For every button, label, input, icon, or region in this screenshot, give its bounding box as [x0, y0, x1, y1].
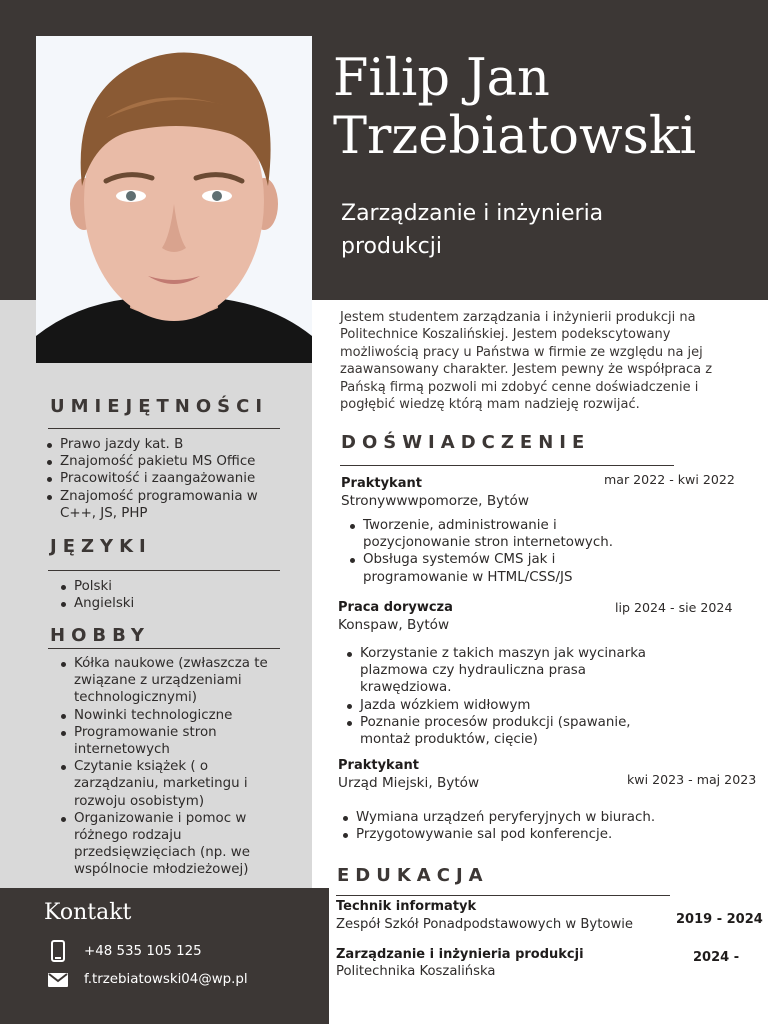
skill-item: Pracowitość i zaangażowanie: [44, 470, 284, 487]
job-duty-item: Wymiana urządzeń peryferyjnych w biurach.: [340, 809, 680, 826]
languages-divider: [48, 570, 280, 571]
name-last-line: Trzebiatowski: [333, 107, 697, 166]
education-years: 2019 - 2024: [676, 912, 763, 927]
contact-heading: Kontakt: [44, 900, 132, 925]
language-item: Angielski: [58, 595, 278, 612]
job-title: Praktykant: [338, 758, 419, 773]
hobby-heading: HOBBY: [50, 625, 150, 646]
hobby-item: Nowinki technologiczne: [58, 707, 280, 724]
skills-divider: [48, 428, 280, 429]
job-duty-item: Korzystanie z takich maszyn jak wycinarka plazmowa czy hydrauliczna prasa krawędziowa.: [344, 645, 662, 697]
job-dates: lip 2024 - sie 2024: [615, 600, 733, 615]
skills-list: [44, 436, 284, 522]
job-company: Stronywwwpomorze, Bytów: [341, 493, 529, 509]
skill-item: Znajomość pakietu MS Office: [44, 453, 284, 470]
hobby-item: Programowanie stron internetowych: [58, 724, 280, 758]
experience-heading: DOŚWIADCZENIE: [341, 432, 591, 453]
job-title: Praktykant: [341, 476, 422, 491]
skill-item: Znajomość programowania w C++, JS, PHP: [44, 488, 284, 522]
job-role: Zarządzanie i inżynieria produkcji: [341, 201, 604, 259]
job-duty-item: Tworzenie, administrowanie i pozycjonowanie stron internetowych.: [347, 517, 637, 551]
profile-summary: Jestem studentem zarządzania i inżynierii produkcji na Politechnice Koszalińskiej. Jestem podekscytowany możliwością pracy u Państwa w firmie ze względu na jej zaawansowany charakter. Jestem pewny że współpraca z Pańską firmą pozwoli mi zdobyć cenne doświadczenie i pogłębić wiedzę którą mam nadzieję rozwijać.: [340, 310, 713, 413]
hobby-item: Organizowanie i pomoc w różnego rodzaju przedsięwzięciach (np. we wspólnocie młodzieżowej): [58, 810, 280, 879]
language-item: Polski: [58, 578, 278, 595]
job-company: Konspaw, Bytów: [338, 617, 450, 633]
job-duty-item: Jazda wózkiem widłowym: [344, 697, 662, 714]
job-duty-item: Przygotowywanie sal pod konferencje.: [340, 826, 680, 843]
skill-item: Prawo jazdy kat. B: [44, 436, 284, 453]
hobby-item: Czytanie książek ( o zarządzaniu, marketingu i rozwoju osobistym): [58, 758, 280, 810]
phone-number: +48 535 105 125: [84, 943, 202, 959]
education-degree: Technik informatyk: [336, 899, 477, 914]
education-years: 2024 -: [693, 950, 740, 965]
job-dates: mar 2022 - kwi 2022: [604, 472, 735, 487]
job-duty-item: Poznanie procesów produkcji (spawanie, montaż produktów, cięcie): [344, 714, 662, 748]
education-school: Zespół Szkół Ponadpodstawowych w Bytowie: [336, 917, 634, 932]
education-divider: [336, 895, 670, 896]
contact-phone[interactable]: [48, 940, 202, 962]
full-name: [333, 50, 753, 166]
envelope-icon: [48, 973, 68, 987]
hobby-divider: [48, 648, 280, 649]
hobby-list: [58, 655, 280, 879]
hobby-item: Kółka naukowe (zwłaszcza te związane z urządzeniami technologicznymi): [58, 655, 280, 707]
job-duties-list: [347, 517, 637, 586]
email-address: f.trzebiatowski04@wp.pl: [84, 972, 248, 987]
experience-divider: [340, 465, 674, 466]
education-degree: Zarządzanie i inżynieria produkcji: [336, 947, 584, 962]
phone-icon: [48, 940, 68, 962]
languages-heading: JĘZYKI: [50, 536, 152, 557]
job-duties-list: [344, 645, 662, 748]
education-heading: EDUKACJA: [337, 865, 489, 886]
contact-email[interactable]: [48, 972, 248, 987]
job-duty-item: Obsługa systemów CMS jak i programowanie w HTML/CSS/JS: [347, 551, 637, 585]
job-title: Praca dorywcza: [338, 600, 453, 615]
job-dates: kwi 2023 - maj 2023: [627, 772, 757, 787]
profile-photo: [36, 36, 312, 363]
skills-heading: UMIEJĘTNOŚCI: [50, 396, 269, 417]
job-duties-list: [340, 809, 680, 843]
education-school: Politechnika Koszalińska: [336, 964, 496, 979]
job-company: Urząd Miejski, Bytów: [338, 775, 480, 791]
name-first-line: Filip Jan: [333, 49, 550, 108]
languages-list: [58, 578, 278, 612]
